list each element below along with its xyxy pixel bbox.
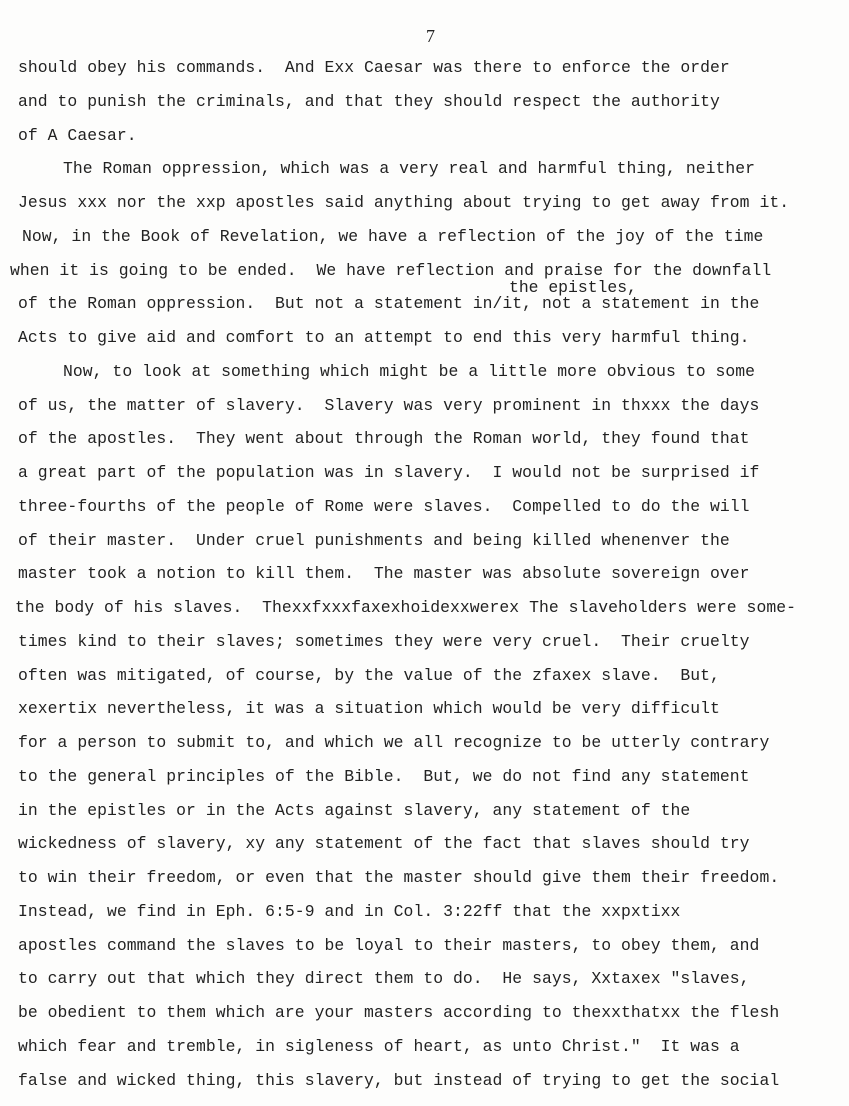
text-line: three-fourths of the people of Rome were slaves. Compelled to do the will — [18, 496, 750, 516]
text-line: The Roman oppression, which was a very real and harmful thing, neither — [63, 159, 756, 179]
text-line: times kind to their slaves; sometimes they were very cruel. Their cruelty — [18, 631, 750, 651]
text-line: of the apostles. They went about through the Roman world, they found that — [18, 429, 750, 449]
text-line: be obedient to them which are your masters according to thexxthatxx the flesh — [18, 1003, 780, 1022]
text-line: xexertix nevertheless, it was a situation which would be very difficult — [18, 699, 720, 719]
text-line: of their master. Under cruel punishments and being killed whenenver the — [18, 530, 730, 550]
text-line: of the Roman oppression. But not a statement in/it, not a statement in the — [18, 294, 760, 314]
text-line: of A Caesar. — [18, 125, 137, 145]
text-line: Now, in the Book of Revelation, we have a reflection of the joy of the time — [22, 226, 764, 246]
text-line: of us, the matter of slavery. Slavery was very prominent in thxxx the days — [18, 395, 760, 415]
page-number: 7 — [426, 26, 435, 46]
text-line: false and wicked thing, this slavery, but instead of trying to get the social — [18, 1070, 780, 1090]
text-line: when it is going to be ended. We have reflection and praise for the downfall — [10, 260, 772, 280]
interlinear-insertion: the epistles, — [509, 278, 637, 297]
text-line: master took a notion to kill them. The master was absolute sovereign over — [18, 564, 750, 584]
text-line: and to punish the criminals, and that they should respect the authority — [18, 91, 720, 111]
text-line: Instead, we find in Eph. 6:5-9 and in Col. 3:22ff that the xxpxtixx — [18, 901, 681, 921]
text-line: Jesus xxx nor the xxp apostles said anything about trying to get away from it. — [18, 193, 790, 212]
text-line: to win their freedom, or even that the master should give them their freedom. — [18, 868, 780, 887]
text-line: a great part of the population was in slavery. I would not be surprised if — [18, 463, 760, 482]
text-line: the body of his slaves. Thexxfxxxfaxexhoidexxwerex The slaveholders were some- — [15, 598, 796, 617]
text-line: which fear and tremble, in sigleness of heart, as unto Christ." It was a — [18, 1036, 740, 1056]
text-line: often was mitigated, of course, by the value of the zfaxex slave. But, — [18, 665, 720, 685]
text-line: for a person to submit to, and which we all recognize to be utterly contrary — [18, 733, 770, 752]
text-line: Acts to give aid and comfort to an attempt to end this very harmful thing. — [18, 328, 750, 347]
text-line: apostles command the slaves to be loyal to their masters, to obey them, and — [18, 935, 760, 955]
text-line: to the general principles of the Bible. But, we do not find any statement — [18, 766, 750, 786]
text-line: in the epistles or in the Acts against slavery, any statement of the — [18, 800, 691, 820]
text-line: should obey his commands. And Exx Caesar was there to enforce the order — [18, 58, 730, 77]
text-line: wickedness of slavery, xy any statement of the fact that slaves should try — [18, 834, 750, 854]
text-line: to carry out that which they direct them to do. He says, Xxtaxex "slaves, — [18, 969, 750, 989]
text-line: Now, to look at something which might be a little more obvious to some — [63, 361, 756, 381]
